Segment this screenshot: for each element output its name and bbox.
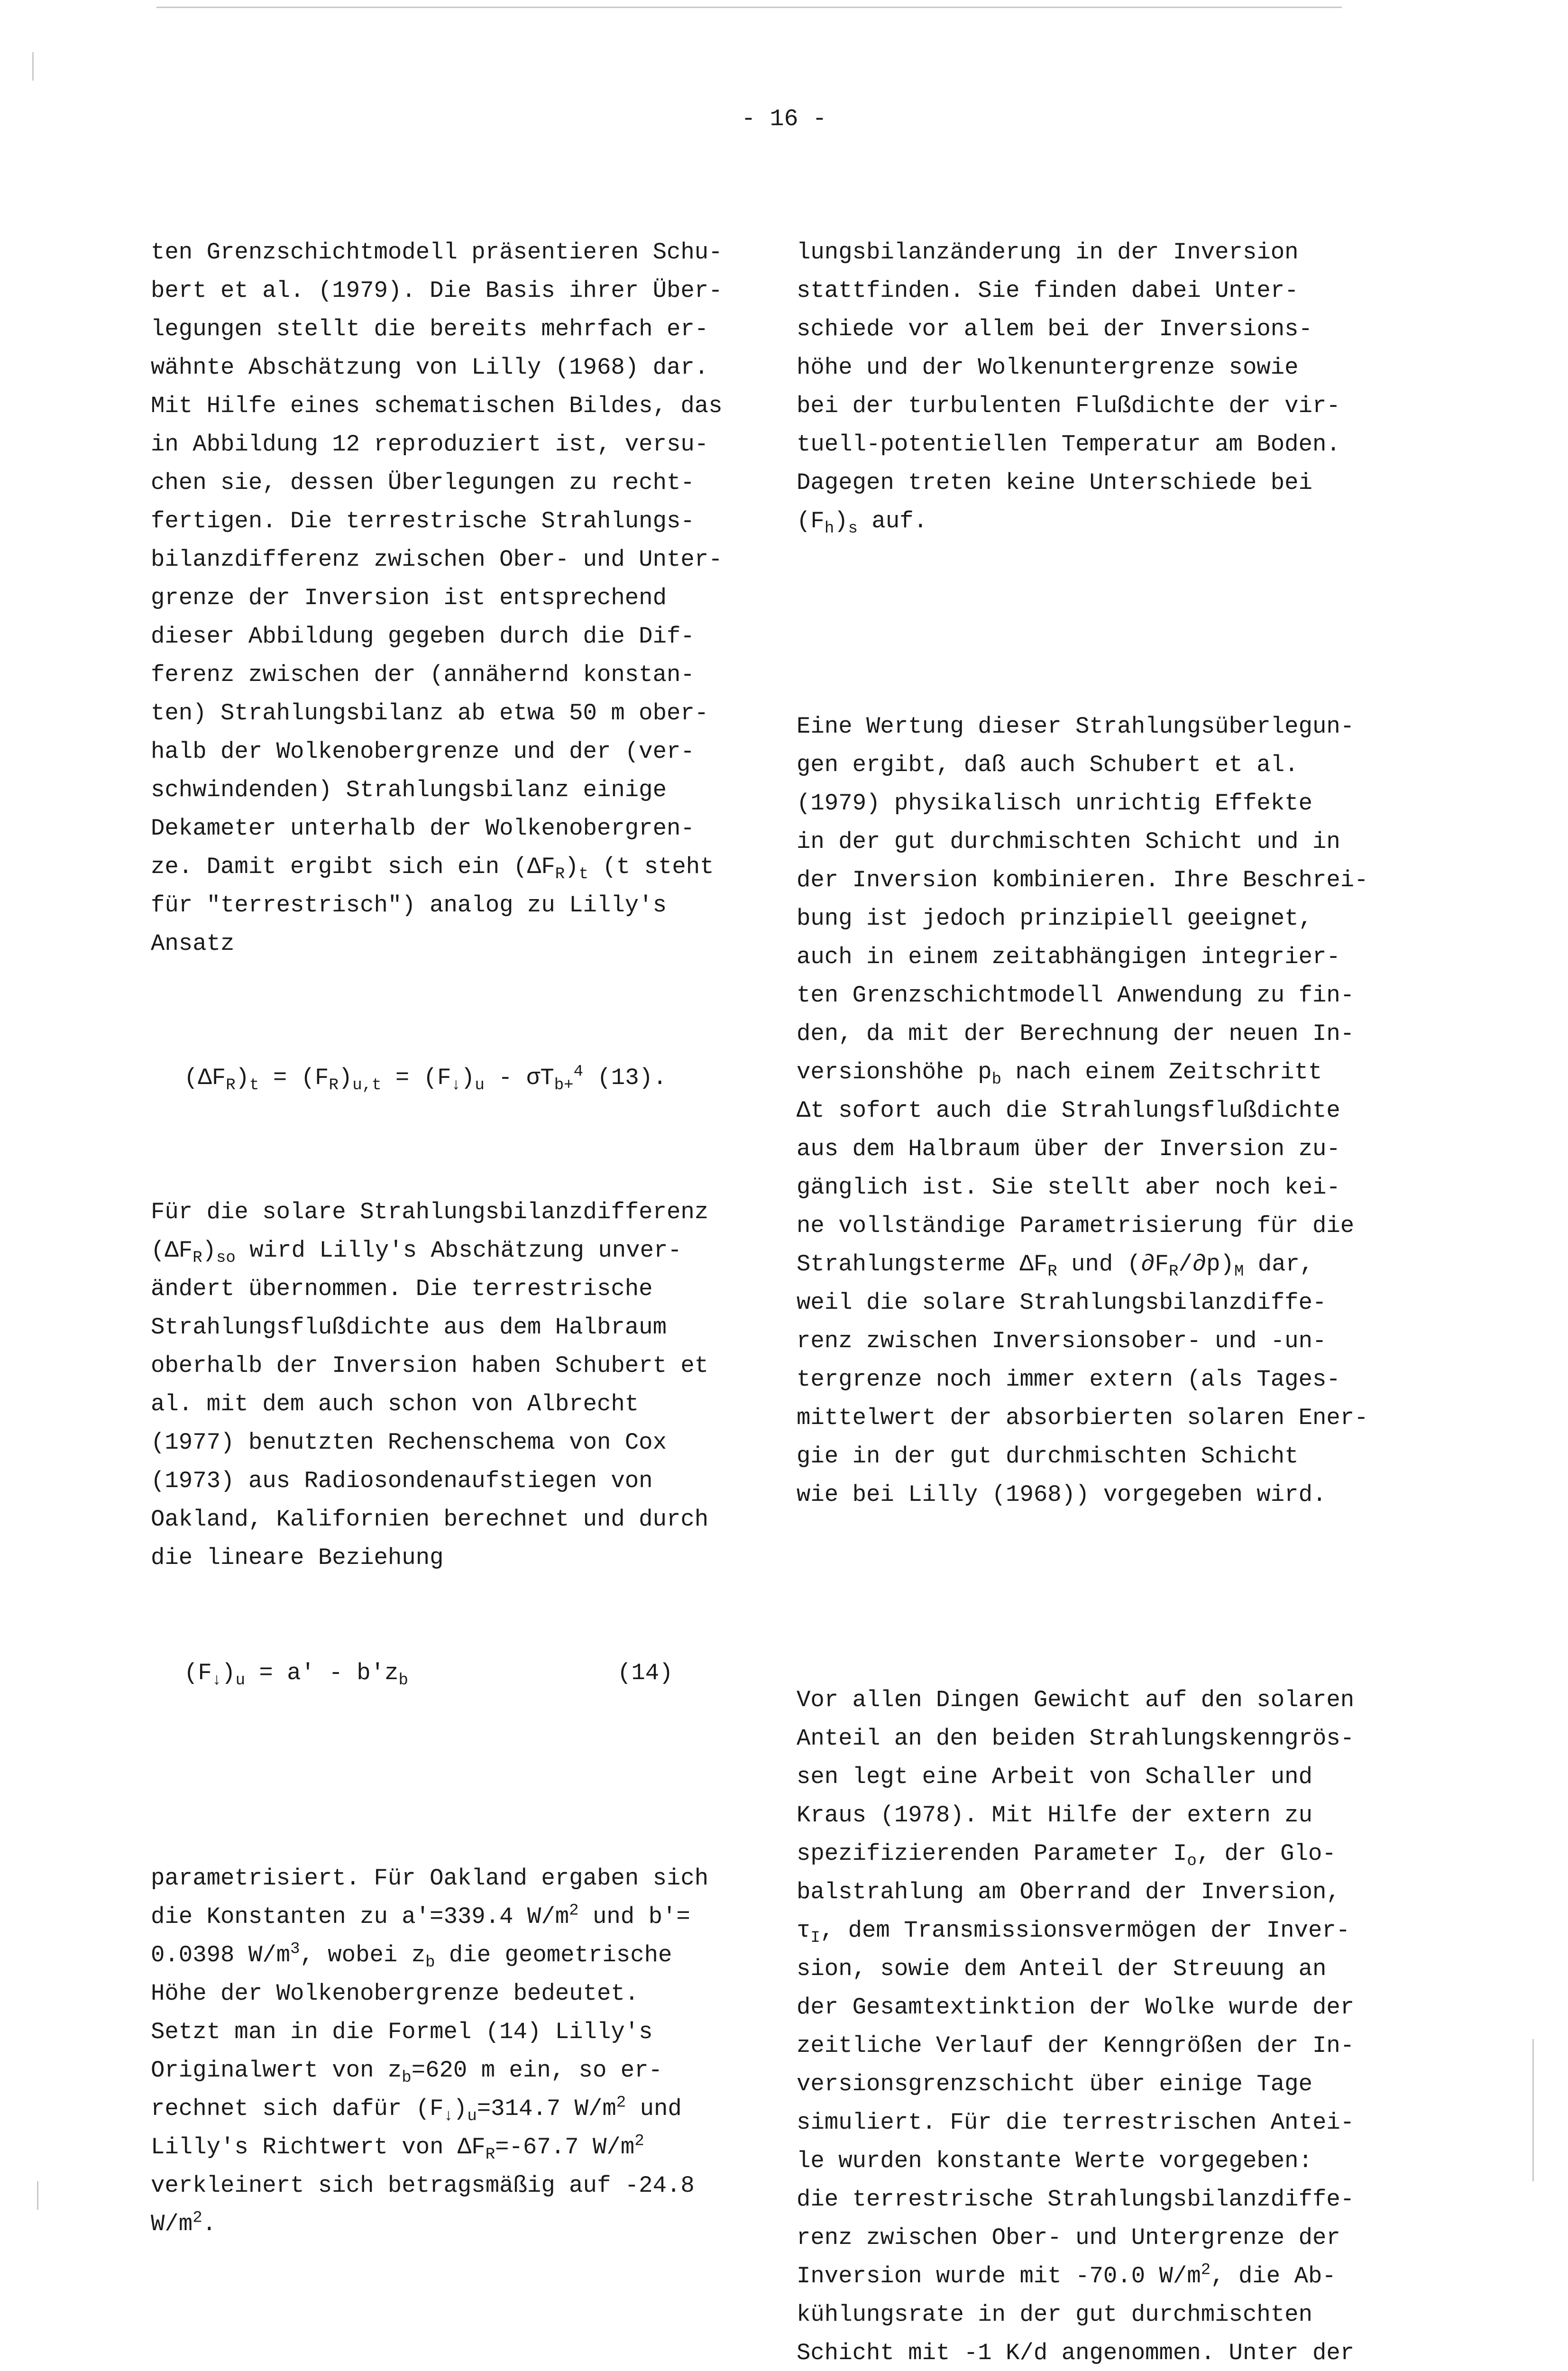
text-line: Anteil an den beiden Strahlungskenngrös-: [797, 1725, 1355, 1752]
text-line: simuliert. Für die terrestrischen Antei-: [797, 2109, 1355, 2136]
text-line: Höhe der Wolkenobergrenze bedeutet.: [151, 1980, 639, 2007]
text-line: schwindenden) Strahlungsbilanz einige: [151, 777, 667, 803]
text-line: zeitliche Verlauf der Kenngrößen der In-: [797, 2032, 1355, 2059]
text-line: mittelwert der absorbierten solaren Ener-: [797, 1405, 1368, 1431]
text-line: halb der Wolkenobergrenze und der (ver-: [151, 738, 695, 765]
scan-edge-mark-left: [32, 52, 34, 81]
text-line: gänglich ist. Sie stellt aber noch kei-: [797, 1174, 1340, 1201]
text-line: stattfinden. Sie finden dabei Unter-: [797, 277, 1299, 304]
text-line: chen sie, dessen Überlegungen zu recht-: [151, 469, 695, 496]
text-line: der Gesamtextinktion der Wolke wurde der: [797, 1994, 1355, 2021]
text-line: Δt sofort auch die Strahlungsflußdichte: [797, 1097, 1340, 1124]
text-line: legungen stellt die bereits mehrfach er-: [151, 316, 709, 342]
text-line: Oakland, Kalifornien berechnet und durch: [151, 1506, 709, 1533]
text-line: versionshöhe $p_b$ nach einem Zeitschritt: [797, 1059, 1322, 1089]
text-line: Ansatz: [151, 930, 235, 957]
text-line: $\tau_I$, dem Transmissionsvermögen der Inver-: [797, 1917, 1350, 1947]
right-paragraph-2: [797, 708, 1441, 1514]
text-line: bert et al. (1979). Die Basis ihrer Über-: [151, 277, 723, 304]
text-line: ten Grenzschichtmodell Anwendung zu fin-: [797, 982, 1355, 1009]
text-line: schiede vor allem bei der Inversions-: [797, 316, 1312, 342]
text-line: Inversion wurde mit -70.0 $W/m^2$, die Ab-: [797, 2261, 1336, 2289]
text-line: ten) Strahlungsbilanz ab etwa 50 m ober-: [151, 700, 709, 726]
text-line: sen legt eine Arbeit von Schaller und: [797, 1764, 1312, 1790]
left-column: [151, 156, 791, 2371]
text-line: bung ist jedoch prinzipiell geeignet,: [797, 905, 1312, 932]
text-line: grenze der Inversion ist entsprechend: [151, 585, 667, 611]
text-line: sion, sowie dem Anteil der Streuung an: [797, 1956, 1327, 1982]
text-line: (1973) aus Radiosondenaufstiegen von: [151, 1468, 653, 1494]
text-line: den, da mit der Berechnung der neuen In-: [797, 1020, 1355, 1047]
text-line: gen ergibt, daß auch Schubert et al.: [797, 752, 1299, 778]
text-line: (1977) benutzten Rechenschema von Cox: [151, 1429, 667, 1456]
right-column: [797, 156, 1441, 2371]
text-line: (1979) physikalisch unrichtig Effekte: [797, 790, 1312, 817]
text-line: spezifizierenden Parameter $I_o$, der Glo-: [797, 1840, 1336, 1870]
text-line: bilanzdifferenz zwischen Ober- und Unter-: [151, 546, 723, 573]
equation-14: $(F_↓)_u = a' - b'z_b$ (14): [184, 1660, 673, 1690]
text-line: für "terrestrisch") analog zu Lilly's: [151, 892, 667, 919]
text-line: oberhalb der Inversion haben Schubert et: [151, 1352, 709, 1379]
left-paragraph-2: [151, 1193, 791, 1577]
text-line: in Abbildung 12 reproduziert ist, versu-: [151, 431, 709, 458]
left-paragraph-1: [151, 233, 791, 963]
text-line: lungsbilanzänderung in der Inversion: [797, 239, 1299, 266]
text-line: rechnet sich dafür $(F_↓)_u=314.7$ $W/m^2$ und: [151, 2094, 682, 2125]
right-paragraph-3: [797, 1681, 1441, 2371]
text-line: auch in einem zeitabhängigen integrier-: [797, 944, 1340, 970]
text-line: der Inversion kombinieren. Ihre Beschrei-: [797, 867, 1368, 893]
text-line: versionsgrenzschicht über einige Tage: [797, 2071, 1312, 2097]
left-paragraph-3: [151, 1859, 791, 2243]
text-line: aus dem Halbraum über der Inversion zu-: [797, 1136, 1340, 1162]
text-line: $W/m^2$.: [151, 2209, 217, 2237]
text-line: Strahlungsflußdichte aus dem Halbraum: [151, 1314, 667, 1341]
text-line: Dagegen treten keine Unterschiede bei: [797, 469, 1312, 496]
text-line: 0.0398 $W/m^3$, wobei $z_b$ die geometrische: [151, 1940, 672, 1972]
text-line: gie in der gut durchmischten Schicht: [797, 1443, 1299, 1470]
text-line: Strahlungsterme $\Delta F_R$ und $(\partial F_R/\partial p)_M$ dar,: [797, 1251, 1314, 1281]
text-line: bei der turbulenten Flußdichte der vir-: [797, 393, 1340, 419]
text-line: in der gut durchmischten Schicht und in: [797, 828, 1340, 855]
scan-edge-mark-top: [156, 7, 1342, 8]
text-line: dieser Abbildung gegeben durch die Dif-: [151, 623, 695, 650]
text-line: Originalwert von $z_b=620$ m ein, so er-: [151, 2057, 662, 2087]
text-line: $(F_h)_s$ auf.: [797, 508, 928, 538]
text-line: balstrahlung am Oberrand der Inversion,: [797, 1879, 1340, 1905]
page-number: - 16 -: [741, 106, 827, 133]
right-paragraph-1: [797, 233, 1441, 541]
text-line: Setzt man in die Formel (14) Lilly's: [151, 2019, 653, 2045]
text-line: tergrenze noch immer extern (als Tages-: [797, 1366, 1340, 1393]
text-line: ändert übernommen. Die terrestrische: [151, 1276, 653, 1302]
text-line: ten Grenzschichtmodell präsentieren Schu-: [151, 239, 723, 266]
scan-edge-mark-right: [1532, 2039, 1534, 2181]
text-line: Dekameter unterhalb der Wolkenobergren-: [151, 815, 695, 842]
text-line: verkleinert sich betragsmäßig auf -24.8: [151, 2172, 695, 2199]
text-line: renz zwischen Ober- und Untergrenze der: [797, 2224, 1340, 2251]
text-line: Für die solare Strahlungsbilanzdifferenz: [151, 1199, 709, 1225]
text-line: wie bei Lilly (1968)) vorgegeben wird.: [797, 1481, 1327, 1508]
text-line: Schicht mit -1 K/d angenommen. Unter der: [797, 2340, 1355, 2366]
scan-edge-mark-bottom-left: [37, 2181, 38, 2210]
text-line: Vor allen Dingen Gewicht auf den solaren: [797, 1687, 1355, 1713]
text-line: ze. Damit ergibt sich ein $(\Delta F_R)_t$ (t steht: [151, 854, 714, 883]
text-line: $(\Delta F_R)_{so}$ wird Lilly's Abschätzung unver-: [151, 1237, 682, 1267]
text-line: kühlungsrate in der gut durchmischten: [797, 2301, 1312, 2328]
text-line: le wurden konstante Werte vorgegeben:: [797, 2148, 1312, 2174]
equation-13: $(\Delta F_R)_t = (F_R)_{u,t} = (F_↓)_u - \sigma T_{b+}^4$ (13).: [184, 1063, 667, 1094]
text-line: parametrisiert. Für Oakland ergaben sich: [151, 1865, 709, 1892]
text-line: Kraus (1978). Mit Hilfe der extern zu: [797, 1802, 1312, 1829]
text-line: ne vollständige Parametrisierung für die: [797, 1213, 1355, 1239]
text-line: wähnte Abschätzung von Lilly (1968) dar.: [151, 354, 709, 381]
text-line: Eine Wertung dieser Strahlungsüberlegun-: [797, 713, 1355, 740]
text-line: Mit Hilfe eines schematischen Bildes, das: [151, 393, 723, 419]
text-line: höhe und der Wolkenuntergrenze sowie: [797, 354, 1299, 381]
text-line: ferenz zwischen der (annähernd konstan-: [151, 662, 695, 688]
text-line: die terrestrische Strahlungsbilanzdiffe-: [797, 2186, 1355, 2213]
text-line: al. mit dem auch schon von Albrecht: [151, 1391, 639, 1417]
text-line: fertigen. Die terrestrische Strahlungs-: [151, 508, 695, 534]
text-line: tuell-potentiellen Temperatur am Boden.: [797, 431, 1340, 458]
text-line: die lineare Beziehung: [151, 1544, 444, 1571]
text-line: Lilly's Richtwert von $\Delta F_R=-67.7$ $W/m^2$: [151, 2132, 644, 2164]
text-line: die Konstanten zu a'=339.4 $W/m^2$ und b'=: [151, 1902, 690, 1930]
text-line: weil die solare Strahlungsbilanzdiffe-: [797, 1289, 1327, 1316]
text-line: renz zwischen Inversionsober- und -un-: [797, 1328, 1327, 1354]
